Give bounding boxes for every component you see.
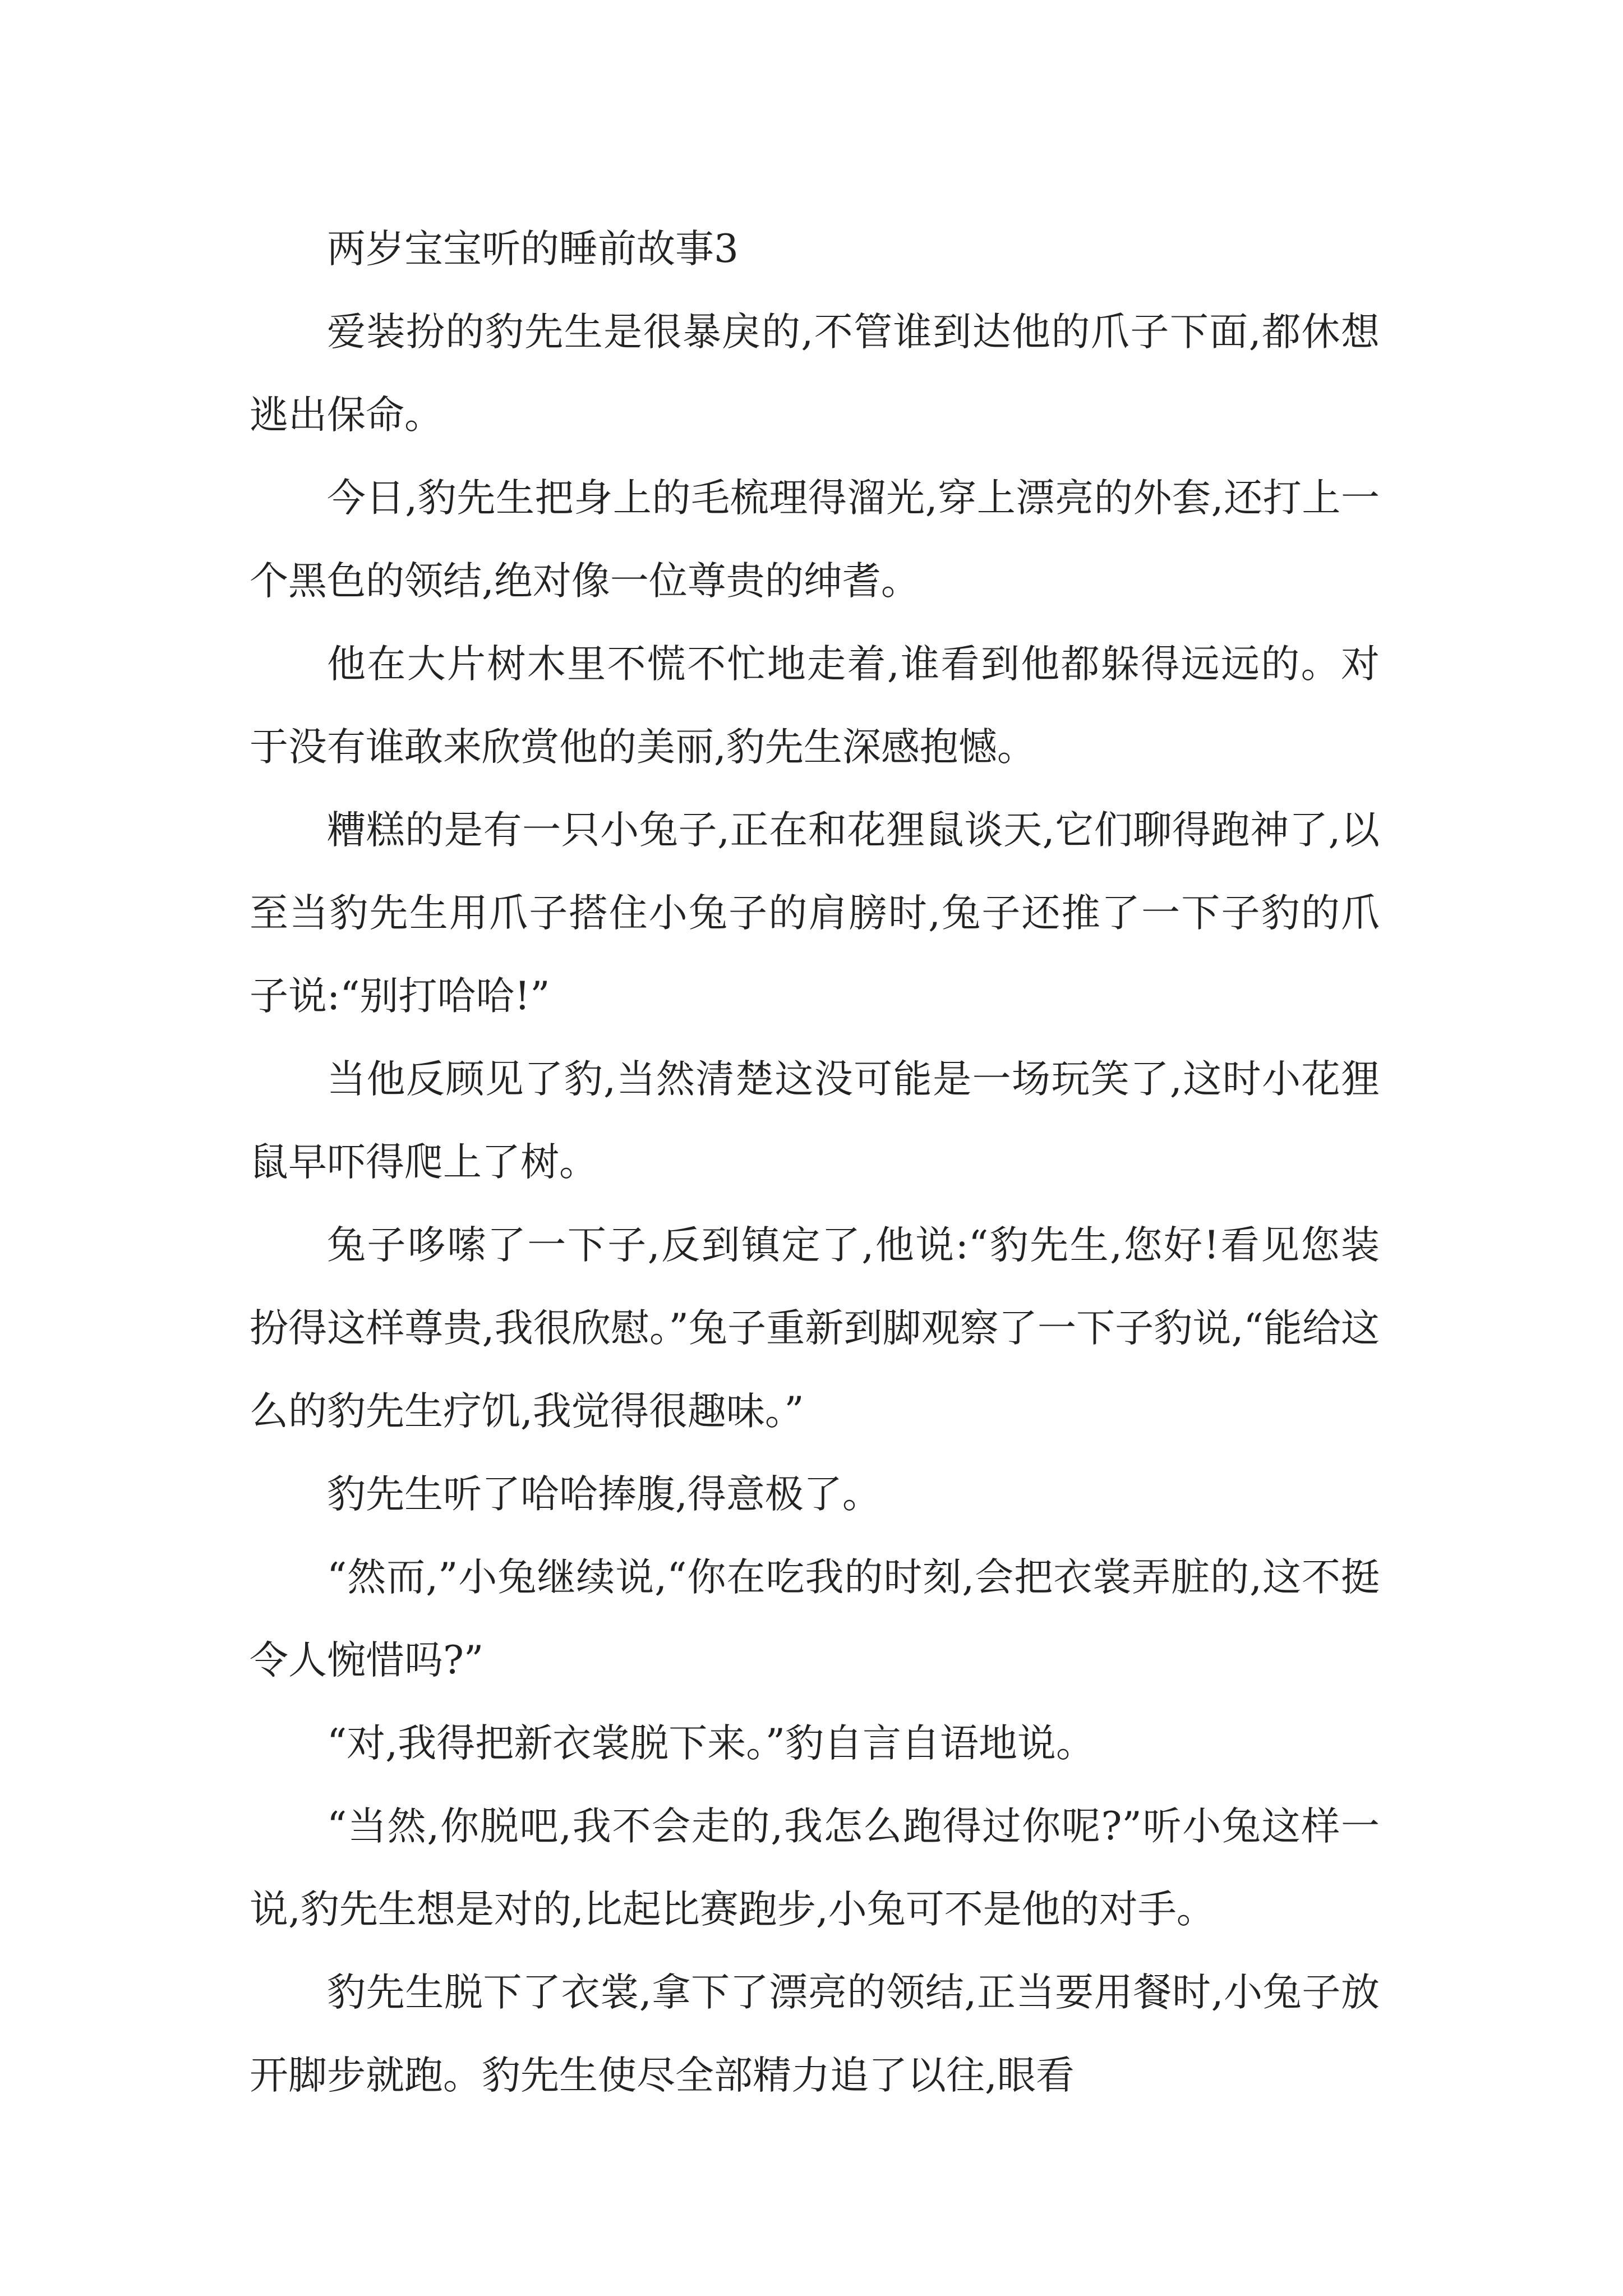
paragraph: 豹先生脱下了衣裳,拿下了漂亮的领结,正当要用餐时,小兔子放开脚步就跑。豹先生使尽全部精力追了以往,眼看 [250,1970,1380,2098]
paragraph: 爱装扮的豹先生是很暴戾的,不管谁到达他的爪子下面,都休想逃出保命。 [250,310,1380,438]
paragraph: 豹先生听了哈哈捧腹,得意极了。 [327,1472,881,1517]
paragraph: 今日,豹先生把身上的毛梳理得溜光,穿上漂亮的外套,还打上一个黑色的领结,绝对像一位尊贵的绅耆。 [250,476,1380,604]
paragraph: “然而,”小兔继续说,“你在吃我的时刻,会把衣裳弄脏的,这不挺令人惋惜吗?” [250,1555,1380,1683]
paragraph: 兔子哆嗦了一下子,反到镇定了,他说:“豹先生,您好!看见您装扮得这样尊贵,我很欣慰。”兔子重新到脚观察了一下子豹说,“能给这么的豹先生疗饥,我觉得很趣味。” [250,1223,1380,1434]
document-title: 两岁宝宝听的睡前故事3 [327,227,739,272]
paragraph: 当他反顾见了豹,当然清楚这没可能是一场玩笑了,这时小花狸鼠早吓得爬上了树。 [250,1057,1380,1185]
paragraph: “当然,你脱吧,我不会走的,我怎么跑得过你呢?”听小兔这样一说,豹先生想是对的,比起比赛跑步,小兔可不是他的对手。 [250,1804,1380,1932]
paragraph: 糟糕的是有一只小兔子,正在和花狸鼠谈天,它们聊得跑神了,以至当豹先生用爪子搭住小兔子的肩膀时,兔子还推了一下子豹的爪子说:“别打哈哈!” [250,808,1380,1019]
paragraph: 他在大片树木里不慌不忙地走着,谁看到他都躲得远远的。对于没有谁敢来欣赏他的美丽,豹先生深感抱憾。 [250,642,1380,770]
paragraph: “对,我得把新衣裳脱下来。”豹自言自语地说。 [327,1721,1095,1766]
document-body [250,208,1380,2117]
